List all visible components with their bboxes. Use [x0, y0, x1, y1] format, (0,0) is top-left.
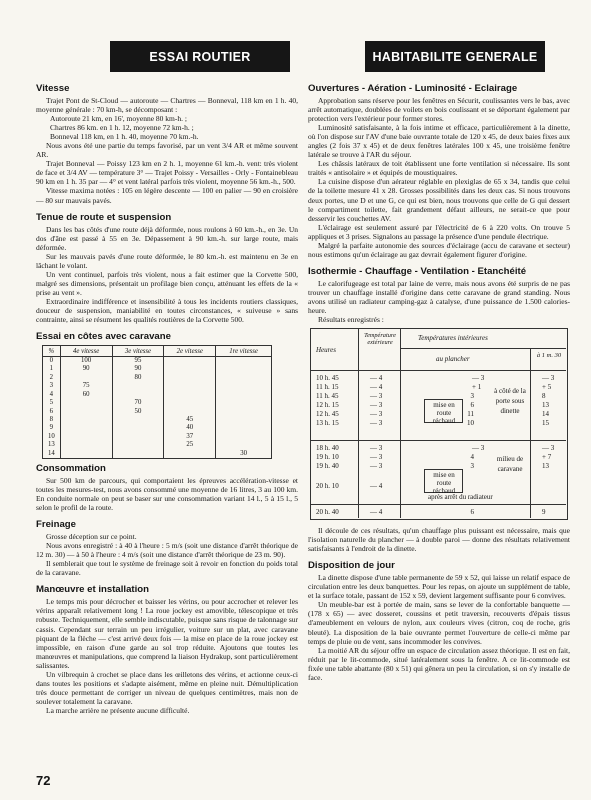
table-cell [60, 374, 112, 382]
plancher-left-cell: 6 [470, 401, 474, 410]
table-cell [112, 450, 164, 459]
table-cell: 14 [43, 450, 61, 459]
table-cell: 45 [164, 416, 216, 424]
essai-col-header: 2e vitesse [164, 346, 216, 357]
table-cell [164, 382, 216, 390]
manoeuvre-paragraph: Le temps mis pour décrocher et baisser les vérins, ou pour accrocher et relever les vérins apparaît relativement long ! La roue jockey est amovible, télescopique et très robuste. Techniquement, elle semble indiscutable, puisque sans risque de talonnage sur cassis. Cependant sur terrain un peu irrégulier, voiture sur un plat, avec caravane piquant de la flèche — c'est arrivé deux fois — la mise en place de la roue jockey est impossible, en raison d'une garde au sol trop réduite. Ajoutons que toutes les manœuvres et manipulations, que comprend la liaison Hydrakup, sont particulièrement salissantes. [36, 597, 298, 670]
table-row [43, 450, 272, 459]
heure-cell: 11 h. 45 [316, 392, 339, 401]
tenue-paragraph: Dans les bas côtés d'une route déjà déformée, nous roulons à 60 km.-h., en 3e. Un dos d'âne est passé à 55 en 3e. Dépassement à 90 km.-h. sur large route, mais déformée. [36, 224, 298, 252]
table-cell: 4 [43, 391, 61, 399]
table-cell [60, 408, 112, 416]
table-row [43, 416, 272, 424]
heading-freinage: Freinage [36, 519, 76, 531]
table-cell: 30 [216, 450, 272, 459]
table-cell: 8 [43, 416, 61, 424]
row-divider [310, 504, 566, 505]
heure-cell: 19 h. 40 [316, 462, 339, 471]
right-column [308, 80, 570, 782]
table-row [43, 424, 272, 432]
table-cell [216, 391, 272, 399]
ouvertures-paragraph: L'éclairage est seulement assuré par l'électricité de 6 à 220 volts. On trouve 5 appliques et 3 prises. Signalons au passage la présence d'une pendule électrique. [308, 222, 570, 241]
vitesse-line: Trajet Bonneval — Poissy 123 km en 2 h. 1, moyenne 61 km.-h. vent: très violent de face et 3/4 AV — température 3° — Trajet Poissy - Versailles - Orly - Fontainebleau 90 km en 1 h. 35 par — 4° et vent latéral parfois très violent, moyenne 56 km.-h., 500. [36, 159, 298, 187]
vitesse-line: Nous avons été une partie du temps favorisé, par un vent 3/4 AR et même souvent AR. [36, 141, 298, 160]
right-section-banner [365, 41, 545, 72]
ouvertures-paragraph: La cuisine dispose d'un aérateur réglable en plexiglas de 65 x 34, tandis que celui de la toilette mesure 41 x 28. Grosses possibilités dans les deux cas. Si nous trouvons deux portes, une D et une G, ce qui est bien, nous trouvons que celle de G qui dessert le compartiment toilette, fait grandement défaut ailleurs, ne serait-ce que pour desservir les couchettes AV. [308, 177, 570, 223]
ext-cell: — 3 [370, 453, 383, 462]
tenue-paragraph: Extraordinaire indifférence et insensibilité à tous les incidents routiers classiques, douceur de suspension, maniabilité en toutes circonstances, « suiveuse » sans contrainte, ainsi se résument les qualités routières de la Corvette 500. [36, 296, 298, 325]
table-row [43, 441, 272, 449]
ext-cell: — 3 [370, 419, 383, 428]
table-cell [164, 408, 216, 416]
table-cell: 37 [164, 433, 216, 441]
mise-en-route-label-2: mise en route réchaud [432, 471, 456, 496]
heading-vitesse: Vitesse [36, 83, 70, 94]
table-cell [164, 391, 216, 399]
table-cell [60, 424, 112, 432]
table-cell [164, 399, 216, 407]
table-cell [216, 382, 272, 390]
heading-tenue: Tenue de route et suspension [36, 211, 172, 223]
heure-cell: 10 h. 45 [316, 374, 339, 383]
freinage-paragraph: Nous avons enregistré : à 40 à l'heure : 5 m/s (soit une distance d'arrêt théorique de 12 m. 30) — à 50 à l'heure : 4 m/s (soit une distance d'arrêt théorique de 23 m. 90). [36, 541, 298, 560]
m130-cell: 9 [542, 508, 546, 517]
left-section-banner [110, 41, 290, 72]
heure-cell: 20 h. 40 [316, 508, 339, 517]
heure-cell: 13 h. 15 [316, 419, 339, 428]
heading-essai-cotes: Essai en côtes avec caravane [36, 331, 171, 343]
ouvertures-paragraph: Luminosité satisfaisante, à la fois intime et efficace, particulièrement à la dinette, où l'on dispose sur l'AV d'une baie ouvrante totale de 120 x 45, de deux baies fixes aux angles (2 fois 37 x 45) et de deux fenêtres latérales 100 x 45, une troisième fenêtre latérale se trouve à l'AR du séjour. [308, 123, 570, 160]
ouvertures-paragraph: Les châssis latéraux de toit établissent une forte ventilation si nécessaire. Ils sont traités « antisolaire » et équipés de moustiquaires. [308, 159, 570, 178]
mise-en-route-label: mise en route réchaud [432, 401, 456, 426]
apres-arret-label: après arrêt du radiateur [428, 493, 493, 502]
table-cell [216, 441, 272, 449]
freinage-paragraph: Grosse déception sur ce point. [46, 532, 137, 542]
table-cell [60, 416, 112, 424]
table-row [43, 382, 272, 390]
table-cell [112, 391, 164, 399]
table-cell: 9 [43, 424, 61, 432]
heure-cell: 19 h. 10 [316, 453, 339, 462]
heure-cell: 20 h. 10 [316, 482, 339, 491]
heading-isothermie: Isothermie - Chauffage - Ventilation - Etanchéité [308, 265, 527, 277]
milieu-label: milieu de caravane [496, 455, 524, 474]
m130-cell: 8 [542, 392, 546, 401]
ext-cell: — 3 [370, 444, 383, 453]
table-cell [164, 357, 216, 366]
table-cell: 100 [60, 357, 112, 366]
table-cell: 0 [43, 357, 61, 366]
plancher-left-cell: 10 [467, 419, 474, 428]
disposition-paragraph: La moitié AR du séjour offre un espace de circulation assez théorique. Il est en fait, réduit par le lit-commode, situé latéralement sous la fenêtre. A ce lit-commode est fixée une table abattante (80 x 51) qui gênera un peu la circulation, si on s'y installe de face. [308, 645, 570, 682]
table-cell: 50 [112, 408, 164, 416]
table-cell: 70 [112, 399, 164, 407]
table-cell [216, 365, 272, 373]
row-divider [310, 440, 566, 441]
isothermie-after: Il découle de ces résultats, qu'un chauffage plus puissant est nécessaire, mais que l'isolation naturelle du plancher — à double paroi — donne des résultats relativement satisfaisants à l'endroit de la dinette. [308, 526, 570, 554]
table-cell: 5 [43, 399, 61, 407]
heading-disposition: Disposition de jour [308, 560, 395, 572]
table-cell: 80 [112, 374, 164, 382]
heading-ouvertures: Ouvertures - Aération - Luminosité - Eclairage [308, 83, 518, 94]
table-cell: 6 [43, 408, 61, 416]
table-cell [112, 416, 164, 424]
col-ext-header: Température extérieure [364, 332, 396, 347]
col-1m30-header: à 1 m. 30 [536, 352, 562, 360]
m130-cell: — 3 [542, 444, 555, 453]
plancher-left-cell: 3 [470, 462, 474, 471]
heading-consommation: Consommation [36, 462, 106, 474]
table-cell: 75 [60, 382, 112, 390]
table-cell [216, 357, 272, 366]
m130-cell: 15 [542, 419, 549, 428]
heure-cell: 12 h. 15 [316, 401, 339, 410]
table-cell: 90 [60, 365, 112, 373]
heure-cell: 18 h. 40 [316, 444, 339, 453]
disposition-paragraph: La dinette dispose d'une table permanente de 59 x 52, qui laisse un relatif espace de circulation entre les deux banquettes. Pour les repas, on ajoute un supplément de table, et la surface totale, passant de 152 x 59, devient largement suffisante pour 6 convives. [308, 573, 570, 601]
table-cell [216, 408, 272, 416]
plancher-right-cell: — 3 [472, 444, 485, 453]
ext-cell: — 3 [370, 410, 383, 419]
table-cell [164, 450, 216, 459]
row-divider [310, 370, 566, 371]
plancher-right-cell: — 3 [472, 374, 485, 383]
vitesse-line: Chartres 86 km. en 1 h. 12, moyenne 72 km-h. ; [50, 123, 194, 133]
ext-cell: — 4 [370, 482, 383, 491]
col-plancher-header: au plancher [436, 355, 470, 364]
right-section-title: HABITABILITE GENERALE [372, 49, 538, 64]
m130-cell: — 3 [542, 374, 555, 383]
page-number: 72 [36, 773, 51, 788]
m130-cell: 13 [542, 401, 549, 410]
table-cell [60, 433, 112, 441]
m130-cell: + 5 [542, 383, 552, 392]
table-cell: 2 [43, 374, 61, 382]
ext-cell: — 4 [370, 374, 383, 383]
table-cell [60, 399, 112, 407]
essai-col-header: 1re vitesse [216, 346, 272, 357]
ext-cell: — 4 [370, 508, 383, 517]
essai-col-header: % [43, 346, 61, 357]
table-cell: 1 [43, 365, 61, 373]
results-intro: Résultats enregistrés : [318, 315, 384, 325]
table-cell [216, 433, 272, 441]
m130-cell: + 7 [542, 453, 552, 462]
table-cell: 25 [164, 441, 216, 449]
ouvertures-paragraph: Malgré la parfaite autonomie des sources d'éclairage (accu de caravane et secteur) nous estimons qu'un éclairage au gaz devrait également figurer d'origine. [308, 240, 570, 259]
left-column [36, 80, 298, 782]
vitesse-line: Trajet Pont de St-Cloud — autoroute — Chartres — Bonneval, 118 km en 1 h. 40, moyenne générale : 70 km-h, se décomposant : [36, 96, 298, 115]
isothermie-paragraph: Le calorifugeage est total par laine de verre, mais nous avons été surpris de ne pas trouver un chauffage installé d'origine dans cette caravane de grand standing. Nous avons utilisé un radiateur camping-gaz à catalyse, d'une puissance de 1.500 calories-heure. [308, 278, 570, 315]
cote-porte-label: à côté de la porte sous dinette [494, 387, 526, 416]
table-cell [216, 424, 272, 432]
ext-cell: — 4 [370, 383, 383, 392]
vitesse-line: Bonneval 118 km, en 1 h. 40, moyenne 70 km.-h. [50, 132, 199, 142]
table-cell [112, 433, 164, 441]
tenue-paragraph: Sur les mauvais pavés d'une route déformée, le 80 km.-h. est maintenu en 3e en lâchant le volant. [36, 251, 298, 270]
essai-col-header: 3e vitesse [112, 346, 164, 357]
consommation-paragraph: Sur 500 km de parcours, qui comportaient les épreuves accélération-vitesse et toutes les mesures-test, nous avons consommé une moyenne de 16 litres, 3 au 100 km. En conduite normale on peut se baser sur une consommation variant 14 l., 5 à 15 l., 5 selon le profil de la route. [36, 475, 298, 513]
table-cell [216, 416, 272, 424]
table-row [43, 357, 272, 366]
m130-cell: 13 [542, 462, 549, 471]
table-cell [112, 382, 164, 390]
col-int-header: Températures intérieures [418, 334, 488, 343]
table-cell [60, 450, 112, 459]
table-row [43, 374, 272, 382]
table-cell [216, 374, 272, 382]
manoeuvre-paragraph: La marche arrière ne présente aucune difficulté. [46, 705, 190, 715]
ext-cell: — 3 [370, 392, 383, 401]
table-cell [164, 374, 216, 382]
table-cell: 3 [43, 382, 61, 390]
table-row [43, 365, 272, 373]
row-divider [400, 348, 566, 349]
table-cell: 13 [43, 441, 61, 449]
col-heures-header: Heures [316, 346, 336, 355]
temperature-table [308, 326, 570, 522]
vitesse-line: Autoroute 21 km, en 16', moyenne 80 km-h. ; [50, 114, 187, 124]
table-row [43, 408, 272, 416]
essai-cotes-table [42, 345, 272, 459]
table-cell: 95 [112, 357, 164, 366]
tenue-paragraph: Un vent continuel, parfois très violent, nous a fait estimer que la Corvette 500, malgré ses dimensions, présentait un profilage bien conçu, atténuant les effets de la « prise au vent ». [36, 269, 298, 297]
left-section-title: ESSAI ROUTIER [149, 49, 251, 64]
plancher-left-cell: 4 [470, 453, 474, 462]
table-cell [164, 365, 216, 373]
freinage-paragraph: Il semblerait que tout le système de freinage soit à revoir en fonction du poids total de la caravane. [36, 559, 298, 578]
heading-manoeuvre: Manœuvre et installation [36, 584, 150, 596]
heure-cell: 11 h. 15 [316, 383, 339, 392]
table-cell: 10 [43, 433, 61, 441]
disposition-paragraph: Un meuble-bar est à portée de main, sans se lever de la confortable banquette — (178 x 65) — avec dosseret, coussins et petit traversin, recouverts d'épais tissus d'ameublement en velours de nylon, aux couleurs vives (citron, coq de roche, gris bleuté). La disposition de la baie ouvrante permet l'ouverture de celle-ci même par temps de pluie ou de vent, sans incommoder les convives. [308, 600, 570, 646]
plancher-left-cell: 11 [467, 410, 474, 419]
m130-cell: 14 [542, 410, 549, 419]
table-row [43, 399, 272, 407]
table-cell [216, 399, 272, 407]
table-row [43, 391, 272, 399]
table-cell: 40 [164, 424, 216, 432]
essai-col-header: 4e vitesse [60, 346, 112, 357]
manoeuvre-paragraph: Un vilbrequin à crochet se place dans les œilletons des vérins, et actionne ceux-ci dans toutes les positions et s'adapte aisément, même en pleine nuit. Démultiplication très douce permettant de corriger un niveau de quelques centimètres, mais non de soulever totalement la caravane. [36, 669, 298, 706]
table-cell [60, 441, 112, 449]
vitesse-line: Vitesse maxima notées : 105 en légère descente — 100 en palier — 90 en croisière — 80 sur mauvais pavés. [36, 186, 298, 205]
heure-cell: 12 h. 45 [316, 410, 339, 419]
plancher-right-cell: + 1 [472, 383, 482, 392]
plancher-left-cell: 6 [470, 508, 474, 517]
ext-cell: — 3 [370, 462, 383, 471]
table-cell [112, 424, 164, 432]
ouvertures-paragraph: Approbation sans réserve pour les fenêtres en Sécurit, coulissantes vers le bas, avec arrêt automatique, doublées de voilets en bois coulissant et se déportant également par protection vers l'extérieur pour former stores. [308, 96, 570, 124]
table-cell [112, 441, 164, 449]
table-cell: 60 [60, 391, 112, 399]
ext-cell: — 3 [370, 401, 383, 410]
table-row [43, 433, 272, 441]
table-cell: 90 [112, 365, 164, 373]
plancher-left-cell: 3 [470, 392, 474, 401]
